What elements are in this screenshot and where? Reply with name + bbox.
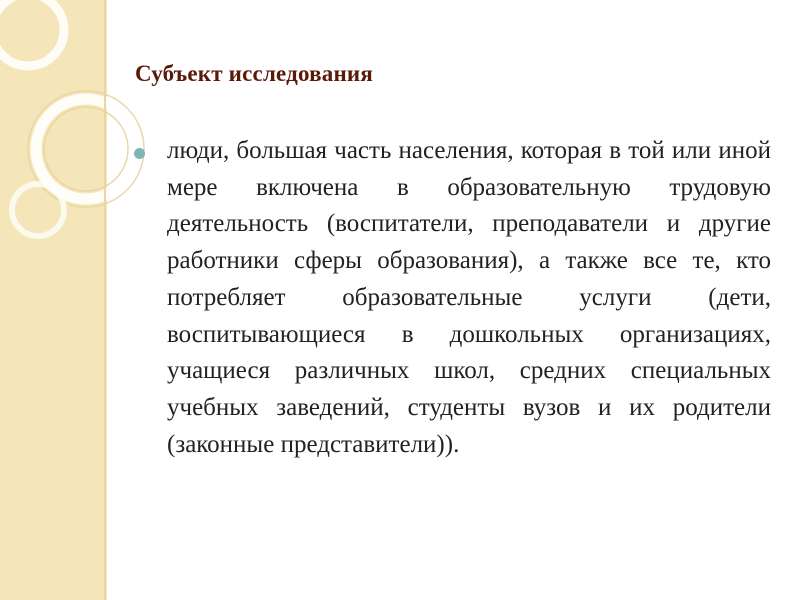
bullet-text: люди, большая часть населения, которая в той или иной мере включена в образовательную трудовую деятельность (воспитатели, преподаватели и другие работники сферы образования), а также все те, кто потребляет образовательные услуги (дети, воспитывающиеся в дошкольных организациях, учащиеся различных школ, средних специальных учебных заведений, студенты вузов и их родители (законные представители)). [167,137,771,458]
side-divider-line [104,0,106,600]
slide-title: Субъект исследования [135,61,373,86]
bullet-dot-icon [134,148,145,159]
